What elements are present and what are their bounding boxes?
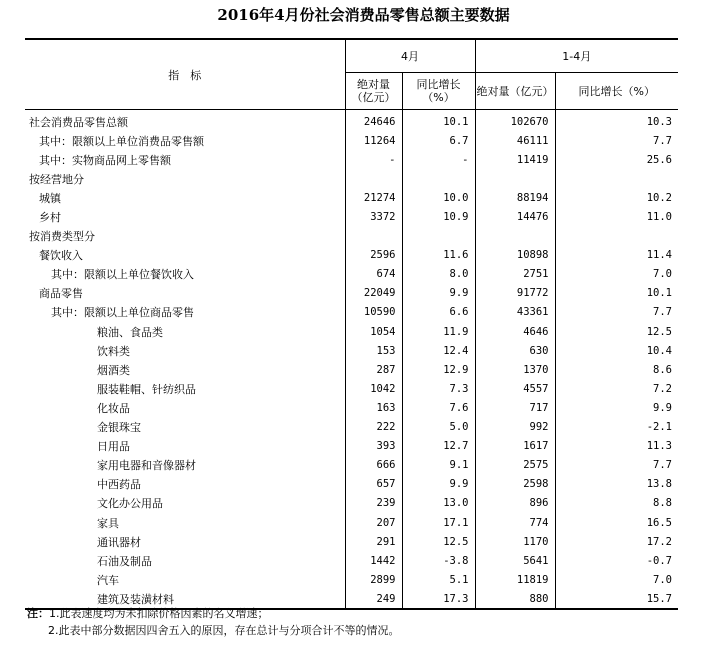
- april-abs-cell: 1042: [345, 379, 402, 398]
- jan-apr-yoy-cell: 8.8: [653, 497, 672, 510]
- april-abs-cell: 222: [345, 418, 402, 437]
- jan-apr-yoy-cell: 11.0: [646, 211, 672, 224]
- row-label: 乡村: [25, 207, 345, 226]
- jan-apr-abs-cell: 43361: [475, 303, 555, 322]
- april-abs-cell: [345, 169, 402, 188]
- table-row: [25, 322, 678, 341]
- table-row: [25, 513, 678, 532]
- row-label: 饮料类: [25, 341, 345, 360]
- table-row: [25, 360, 678, 379]
- note-2: 2.此表中部分数据因四舍五入的原因，存在总计与分项合计不等的情况。: [48, 624, 400, 637]
- row-label: 服装鞋帽、针纺织品: [25, 379, 345, 398]
- note-prefix: 注：: [27, 607, 49, 620]
- jan-apr-yoy-cell: 16.5: [646, 516, 672, 529]
- april-yoy-cell: 11.6: [402, 246, 475, 265]
- jan-apr-yoy-cell: 15.7: [646, 592, 672, 605]
- table-row: [25, 246, 678, 265]
- april-yoy-cell: 5.1: [402, 570, 475, 589]
- jan-apr-abs-cell: 896: [475, 494, 555, 513]
- april-abs-cell: 2596: [345, 246, 402, 265]
- april-abs-cell: [345, 227, 402, 246]
- jan-apr-abs-cell: 774: [475, 513, 555, 532]
- april-abs-cell: 11264: [345, 131, 402, 150]
- april-yoy-cell: [402, 169, 475, 188]
- april-yoy-cell: 8.0: [402, 265, 475, 284]
- table-row: [25, 207, 678, 226]
- jan-apr-yoy-cell: 9.9: [653, 401, 672, 414]
- table-row: [25, 379, 678, 398]
- jan-apr-abs-cell: 2575: [475, 456, 555, 475]
- row-label: 其中：实物商品网上零售额: [25, 150, 345, 169]
- row-label: 家具: [25, 513, 345, 532]
- table-row: [25, 110, 678, 132]
- april-yoy-cell: 9.9: [402, 475, 475, 494]
- table-row: [25, 437, 678, 456]
- april-yoy-cell: 12.7: [402, 437, 475, 456]
- april-yoy-cell: 13.0: [402, 494, 475, 513]
- row-label: 烟酒类: [25, 360, 345, 379]
- row-label: 家用电器和音像器材: [25, 456, 345, 475]
- row-label: 餐饮收入: [25, 246, 345, 265]
- table-row: [25, 418, 678, 437]
- jan-apr-yoy-cell: [555, 227, 678, 246]
- jan-apr-abs-cell: 46111: [475, 131, 555, 150]
- row-label: 汽车: [25, 570, 345, 589]
- april-abs-cell: 657: [345, 475, 402, 494]
- jan-apr-abs-cell: [475, 227, 555, 246]
- april-abs-cell: 666: [345, 456, 402, 475]
- april-abs-cell: 21274: [345, 188, 402, 207]
- jan-apr-yoy-cell: 10.2: [646, 191, 672, 204]
- april-abs-cell: 22049: [345, 284, 402, 303]
- april-abs-cell: 674: [345, 265, 402, 284]
- table-row: [25, 169, 678, 188]
- april-yoy-cell: 11.9: [402, 322, 475, 341]
- jan-apr-yoy-cell: 17.2: [646, 535, 672, 548]
- jan-apr-abs-cell: 11819: [475, 570, 555, 589]
- april-abs-cell: 163: [345, 398, 402, 417]
- jan-apr-yoy-cell: 7.7: [653, 134, 672, 147]
- jan-apr-yoy-cell: 7.0: [653, 573, 672, 586]
- april-group-header: 4月: [345, 39, 475, 73]
- jan-apr-yoy-cell: 7.7: [653, 306, 672, 319]
- jan-apr-abs-cell: 88194: [475, 188, 555, 207]
- jan-apr-abs-cell: 992: [475, 418, 555, 437]
- jan-apr-yoy-cell: 13.8: [646, 478, 672, 491]
- jan-apr-yoy-cell: -2.1: [646, 421, 672, 434]
- table-row: [25, 303, 678, 322]
- row-label: 中西药品: [25, 475, 345, 494]
- jan-apr-yoy-cell: 7.0: [653, 268, 672, 281]
- april-abs-cell: 239: [345, 494, 402, 513]
- jan-apr-yoy-cell: 10.1: [646, 287, 672, 300]
- jan-apr-abs-cell: 5641: [475, 551, 555, 570]
- jan-apr-yoy-cell: 11.3: [646, 440, 672, 453]
- indicator-header: 指 标: [25, 39, 345, 110]
- april-abs-cell: 1054: [345, 322, 402, 341]
- jan-apr-yoy-cell: 12.5: [646, 325, 672, 338]
- april-abs-cell: 24646: [345, 110, 402, 132]
- jan-apr-abs-cell: 1170: [475, 532, 555, 551]
- jan-apr-abs-cell: 11419: [475, 150, 555, 169]
- table-row: [25, 551, 678, 570]
- jan-apr-yoy-header: 同比增长（%）: [555, 73, 678, 110]
- jan-apr-yoy-cell: 8.6: [653, 363, 672, 376]
- april-yoy-cell: 9.1: [402, 456, 475, 475]
- table-row: [25, 341, 678, 360]
- jan-apr-group-header: 1-4月: [475, 39, 678, 73]
- jan-apr-abs-cell: 1370: [475, 360, 555, 379]
- jan-apr-abs-cell: [475, 169, 555, 188]
- row-label: 商品零售: [25, 284, 345, 303]
- row-label: 其中：限额以上单位餐饮收入: [25, 265, 345, 284]
- april-abs-cell: 1442: [345, 551, 402, 570]
- april-abs-cell: 287: [345, 360, 402, 379]
- table-row: [25, 398, 678, 417]
- april-yoy-cell: 12.9: [402, 360, 475, 379]
- jan-apr-abs-header: 绝对量（亿元）: [475, 73, 555, 110]
- table-row: [25, 131, 678, 150]
- retail-sales-table: [25, 38, 678, 610]
- row-label: 粮油、食品类: [25, 322, 345, 341]
- table-row: [25, 532, 678, 551]
- row-label: 城镇: [25, 188, 345, 207]
- april-yoy-cell: 12.4: [402, 341, 475, 360]
- april-yoy-cell: 5.0: [402, 418, 475, 437]
- table-row: [25, 475, 678, 494]
- april-abs-cell: 291: [345, 532, 402, 551]
- jan-apr-abs-cell: 102670: [475, 110, 555, 132]
- jan-apr-abs-cell: 10898: [475, 246, 555, 265]
- april-yoy-cell: 7.3: [402, 379, 475, 398]
- april-yoy-cell: 7.6: [402, 398, 475, 417]
- table-row: [25, 494, 678, 513]
- jan-apr-yoy-cell: 25.6: [646, 153, 672, 166]
- row-label: 文化办公用品: [25, 494, 345, 513]
- jan-apr-abs-cell: 2751: [475, 265, 555, 284]
- table-row: [25, 227, 678, 246]
- jan-apr-yoy-cell: 7.7: [653, 459, 672, 472]
- jan-apr-yoy-cell: 7.2: [653, 382, 672, 395]
- april-abs-header: 绝对量（亿元）: [345, 73, 402, 110]
- jan-apr-abs-cell: 14476: [475, 207, 555, 226]
- row-label: 金银珠宝: [25, 418, 345, 437]
- jan-apr-yoy-cell: [555, 169, 678, 188]
- table-body: [25, 110, 678, 610]
- april-yoy-cell: -3.8: [402, 551, 475, 570]
- april-yoy-header: 同比增长（%）: [402, 73, 475, 110]
- april-yoy-cell: [402, 227, 475, 246]
- april-yoy-cell: 10.1: [402, 110, 475, 132]
- april-abs-cell: -: [345, 150, 402, 169]
- table-row: [25, 150, 678, 169]
- jan-apr-abs-cell: 630: [475, 341, 555, 360]
- row-label: 通讯器材: [25, 532, 345, 551]
- april-yoy-cell: 17.3: [402, 589, 475, 609]
- jan-apr-abs-cell: 4557: [475, 379, 555, 398]
- row-label: 社会消费品零售总额: [25, 110, 345, 132]
- april-yoy-cell: 17.1: [402, 513, 475, 532]
- jan-apr-abs-cell: 1617: [475, 437, 555, 456]
- footnotes: [27, 605, 400, 639]
- table-row: [25, 570, 678, 589]
- table-row: [25, 284, 678, 303]
- jan-apr-abs-cell: 2598: [475, 475, 555, 494]
- row-label: 按消费类型分: [25, 227, 345, 246]
- april-yoy-cell: -: [402, 150, 475, 169]
- jan-apr-abs-cell: 91772: [475, 284, 555, 303]
- jan-apr-abs-cell: 4646: [475, 322, 555, 341]
- note-1: 1.此表速度均为未扣除价格因素的名义增速；: [49, 607, 269, 620]
- row-label: 其中：限额以上单位商品零售: [25, 303, 345, 322]
- jan-apr-abs-cell: 717: [475, 398, 555, 417]
- april-yoy-cell: 6.6: [402, 303, 475, 322]
- row-label: 建筑及装潢材料: [25, 589, 345, 609]
- row-label: 石油及制品: [25, 551, 345, 570]
- row-label: 化妆品: [25, 398, 345, 417]
- row-label: 其中：限额以上单位消费品零售额: [25, 131, 345, 150]
- jan-apr-yoy-cell: 11.4: [646, 249, 672, 262]
- row-label: 按经营地分: [25, 169, 345, 188]
- april-abs-cell: 3372: [345, 207, 402, 226]
- jan-apr-yoy-cell: -0.7: [646, 554, 672, 567]
- jan-apr-abs-cell: 880: [475, 589, 555, 609]
- april-abs-cell: 2899: [345, 570, 402, 589]
- april-abs-cell: 153: [345, 341, 402, 360]
- april-abs-cell: 207: [345, 513, 402, 532]
- april-yoy-cell: 9.9: [402, 284, 475, 303]
- april-yoy-cell: 10.0: [402, 188, 475, 207]
- april-abs-cell: 10590: [345, 303, 402, 322]
- april-yoy-cell: 12.5: [402, 532, 475, 551]
- april-yoy-cell: 6.7: [402, 131, 475, 150]
- row-label: 日用品: [25, 437, 345, 456]
- table-row: [25, 265, 678, 284]
- jan-apr-yoy-cell: 10.4: [646, 344, 672, 357]
- jan-apr-yoy-cell: 10.3: [646, 115, 672, 128]
- april-abs-cell: 393: [345, 437, 402, 456]
- table-row: [25, 188, 678, 207]
- april-yoy-cell: 10.9: [402, 207, 475, 226]
- april-abs-cell: 249: [345, 589, 402, 609]
- page-title: 2016年4月份社会消费品零售总额主要数据: [217, 6, 510, 24]
- table-row: [25, 456, 678, 475]
